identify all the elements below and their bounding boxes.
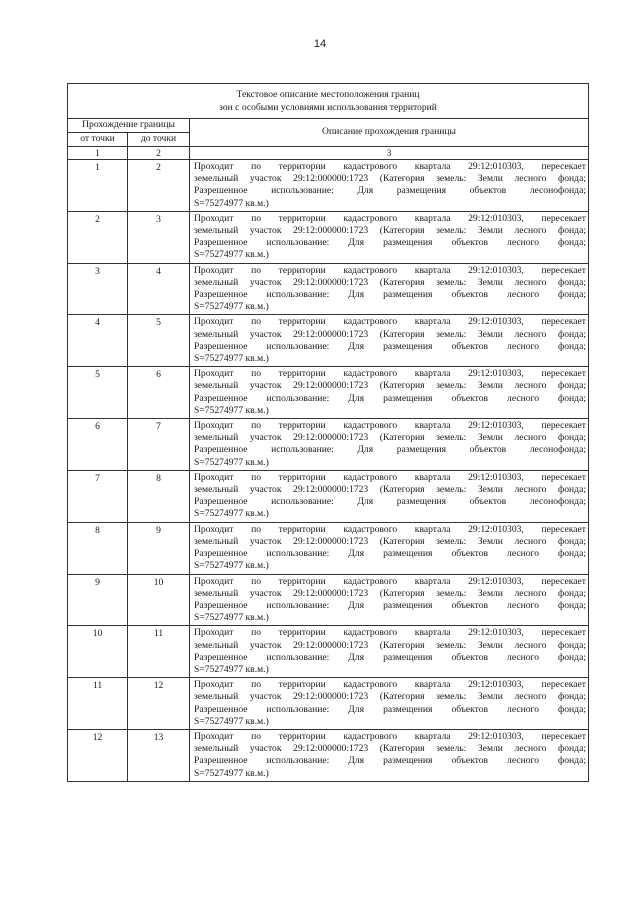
table-title-line-1: Текстовое описание местоположения границ: [236, 89, 420, 100]
table-row: [68, 315, 589, 367]
description-line: земельный участок 29:12:000000:1723 (Категория земель: Земли лесного фонда;: [194, 328, 586, 340]
description-line: земельный участок 29:12:000000:1723 (Категория земель: Земли лесного фонда;: [194, 743, 586, 755]
table-row: [68, 574, 589, 626]
description-line: Проходит по территории кадастрового квартала 29:12:010303, пересекает: [194, 212, 586, 224]
description-line: S=75274977 кв.м.): [194, 767, 269, 779]
description-line: S=75274977 кв.м.): [194, 197, 269, 209]
table-title: [68, 84, 589, 119]
description-line: Разрешенное использование: Для размещения объектов лесного фонда;: [194, 289, 586, 301]
description-line: Проходит по территории кадастрового квартала 29:12:010303, пересекает: [194, 161, 586, 172]
column-number-3: 3: [190, 147, 589, 160]
description-line: Разрешенное использование: Для размещения объектов лесного фонда;: [194, 599, 586, 611]
to-point-cell: 8: [128, 470, 190, 522]
to-point-cell: 4: [128, 263, 190, 315]
description-line: Разрешенное использование: Для размещения объектов лесного фонда;: [194, 340, 586, 352]
description-line: земельный участок 29:12:000000:1723 (Категория земель: Земли лесного фонда;: [194, 535, 586, 547]
page-number: 14: [313, 38, 327, 50]
description-cell: [190, 729, 589, 781]
description-cell: [190, 367, 589, 419]
description-line: земельный участок 29:12:000000:1723 (Категория земель: Земли лесного фонда;: [194, 432, 586, 444]
from-point-cell: 1: [68, 160, 128, 212]
table-row: [68, 211, 589, 263]
description-cell: [190, 160, 589, 212]
to-point-cell: 2: [128, 160, 190, 212]
description-line: земельный участок 29:12:000000:1723 (Категория земель: Земли лесного фонда;: [194, 380, 586, 392]
description-cell: [190, 574, 589, 626]
description-line: S=75274977 кв.м.): [194, 404, 269, 416]
to-point-cell: 11: [128, 626, 190, 678]
description-line: S=75274977 кв.м.): [194, 612, 269, 624]
description-line: Разрешенное использование: Для размещения объектов лесного фонда;: [194, 755, 586, 767]
description-line: S=75274977 кв.м.): [194, 663, 269, 675]
table-row: [68, 470, 589, 522]
description-line: Разрешенное использование: Для размещения объектов лесонофонда;: [194, 444, 586, 456]
to-point-cell: 12: [128, 678, 190, 730]
description-line: Проходит по территории кадастрового квартала 29:12:010303, пересекает: [194, 679, 586, 691]
description-line: S=75274977 кв.м.): [194, 353, 269, 365]
table-row: [68, 419, 589, 471]
to-point-cell: 9: [128, 522, 190, 574]
description-line: Проходит по территории кадастрового квартала 29:12:010303, пересекает: [194, 575, 586, 587]
from-point-cell: 11: [68, 678, 128, 730]
to-point-cell: 3: [128, 211, 190, 263]
description-line: Проходит по территории кадастрового квартала 29:12:010303, пересекает: [194, 420, 586, 432]
description-line: Проходит по территории кадастрового квартала 29:12:010303, пересекает: [194, 730, 586, 742]
to-point-cell: 7: [128, 419, 190, 471]
to-point-cell: 13: [128, 729, 190, 781]
description-line: S=75274977 кв.м.): [194, 508, 269, 520]
description-line: земельный участок 29:12:000000:1723 (Категория земель: Земли лесного фонда;: [194, 484, 586, 496]
from-point-cell: 10: [68, 626, 128, 678]
description-line: Разрешенное использование: Для размещения объектов лесного фонда;: [194, 548, 586, 560]
table-row: [68, 367, 589, 419]
to-point-cell: 5: [128, 315, 190, 367]
to-point-cell: 6: [128, 367, 190, 419]
column-number-1: 1: [68, 147, 128, 160]
from-point-cell: 8: [68, 522, 128, 574]
description-line: Проходит по территории кадастрового квартала 29:12:010303, пересекает: [194, 471, 586, 483]
description-cell: [190, 470, 589, 522]
table-title-line-2: зон с особыми условиями использования территорий: [219, 102, 437, 113]
description-line: земельный участок 29:12:000000:1723 (Категория земель: Земли лесного фонда;: [194, 276, 586, 288]
table-row: [68, 263, 589, 315]
from-point-cell: 9: [68, 574, 128, 626]
description-line: земельный участок 29:12:000000:1723 (Категория земель: Земли лесного фонда;: [194, 691, 586, 703]
to-point-cell: 10: [128, 574, 190, 626]
description-line: S=75274977 кв.м.): [194, 715, 269, 727]
header-from-point: от точки: [68, 133, 128, 147]
description-line: S=75274977 кв.м.): [194, 560, 269, 572]
from-point-cell: 5: [68, 367, 128, 419]
description-line: Проходит по территории кадастрового квартала 29:12:010303, пересекает: [194, 316, 586, 328]
description-line: земельный участок 29:12:000000:1723 (Категория земель: Земли лесного фонда;: [194, 587, 586, 599]
description-cell: [190, 419, 589, 471]
header-to-point: до точки: [128, 133, 190, 147]
description-cell: [190, 522, 589, 574]
description-line: Разрешенное использование: Для размещения объектов лесного фонда;: [194, 237, 586, 249]
description-cell: [190, 626, 589, 678]
description-line: Разрешенное использование: Для размещения объектов лесного фонда;: [194, 392, 586, 404]
table-row: [68, 522, 589, 574]
description-cell: [190, 263, 589, 315]
table-row: [68, 729, 589, 781]
column-number-2: 2: [128, 147, 190, 160]
description-cell: [190, 678, 589, 730]
description-cell: [190, 211, 589, 263]
table-row: [68, 160, 589, 212]
description-line: S=75274977 кв.м.): [194, 249, 269, 261]
from-point-cell: 6: [68, 419, 128, 471]
boundary-description-table: [67, 83, 589, 782]
from-point-cell: 3: [68, 263, 128, 315]
description-line: Проходит по территории кадастрового квартала 29:12:010303, пересекает: [194, 368, 586, 380]
description-line: земельный участок 29:12:000000:1723 (Категория земель: Земли лесного фонда;: [194, 639, 586, 651]
description-cell: [190, 315, 589, 367]
description-line: земельный участок 29:12:000000:1723 (Категория земель: Земли лесного фонда;: [194, 173, 586, 185]
from-point-cell: 7: [68, 470, 128, 522]
description-line: Разрешенное использование: Для размещения объектов лесного фонда;: [194, 703, 586, 715]
description-line: S=75274977 кв.м.): [194, 301, 269, 313]
description-line: Проходит по территории кадастрового квартала 29:12:010303, пересекает: [194, 523, 586, 535]
from-point-cell: 2: [68, 211, 128, 263]
description-line: Разрешенное использование: Для размещения объектов лесонофонда;: [194, 496, 586, 508]
description-line: Разрешенное использование: Для размещения объектов лесонофонда;: [194, 185, 586, 197]
from-point-cell: 4: [68, 315, 128, 367]
description-line: Проходит по территории кадастрового квартала 29:12:010303, пересекает: [194, 627, 586, 639]
description-line: S=75274977 кв.м.): [194, 456, 269, 468]
description-line: Разрешенное использование: Для размещения объектов лесного фонда;: [194, 651, 586, 663]
description-line: земельный участок 29:12:000000:1723 (Категория земель: Земли лесного фонда;: [194, 225, 586, 237]
header-boundary-passage: Прохождение границы: [68, 119, 190, 133]
table-row: [68, 678, 589, 730]
from-point-cell: 12: [68, 729, 128, 781]
table-row: [68, 626, 589, 678]
description-line: Проходит по территории кадастрового квартала 29:12:010303, пересекает: [194, 264, 586, 276]
header-description: Описание прохождения границы: [190, 119, 589, 147]
